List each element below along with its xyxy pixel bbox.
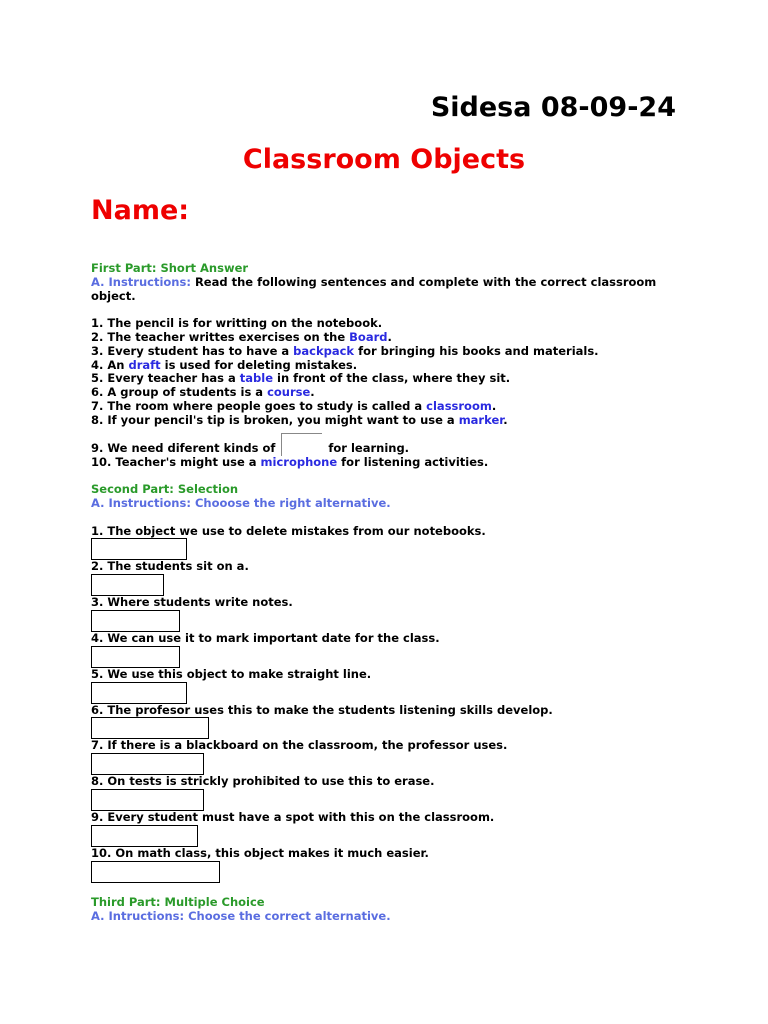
list-item (91, 386, 691, 400)
part1-instructions (91, 276, 691, 290)
item-answer: marker (458, 412, 504, 427)
answer-box[interactable] (91, 646, 180, 668)
part1-instructions-cont: object. (91, 288, 136, 303)
answer-box[interactable] (91, 717, 209, 739)
list-item (91, 414, 691, 428)
part1-instructions-label: A. Instructions: (91, 274, 191, 289)
item-answer: draft (128, 357, 161, 372)
selection-question: 6. The profesor uses this to make the students listening skills develop. (91, 702, 553, 717)
document-title: Classroom Objects (242, 144, 526, 175)
selection-item (91, 668, 691, 704)
item-text: 1. The pencil is for writting on the notebook. (91, 316, 383, 331)
item-text-end: for bringing his books and materials. (354, 343, 599, 358)
selection-question: 8. On tests is strickly prohibited to use this to erase. (91, 774, 435, 789)
item-answer: table (239, 371, 274, 386)
part3-instructions: A. Intructions: Choose the correct alternative. (91, 909, 391, 924)
item-text-end: is used for deleting mistakes. (160, 357, 358, 372)
list-item (91, 345, 691, 359)
list-item (91, 359, 691, 373)
selection-item (91, 775, 691, 811)
header-date-title: Sidesa 08-09-24 (430, 92, 676, 123)
selection-item (91, 811, 691, 847)
selection-item (91, 739, 691, 775)
item-text: 5. Every teacher has a (91, 371, 240, 386)
item-text-end: . (491, 398, 497, 413)
item-text-end: . (503, 412, 508, 427)
item-text-end: . (310, 385, 315, 400)
part2-list (91, 525, 691, 883)
item-text-end: for listening activities. (337, 454, 489, 469)
selection-item (91, 704, 691, 740)
selection-question: 7. If there is a blackboard on the classroom, the professor uses. (91, 738, 508, 753)
item-answer: course (267, 385, 311, 400)
answer-box[interactable] (91, 789, 204, 811)
list-item (91, 372, 691, 386)
item-text: 7. The room where people goes to study is called a (91, 398, 427, 413)
selection-question: 1. The object we use to delete mistakes from our notebooks. (91, 523, 486, 538)
part1-list (91, 317, 691, 469)
list-item (91, 433, 691, 456)
selection-item (91, 560, 691, 596)
name-label: Name: (91, 195, 190, 226)
item-text-end: in front of the class, where they sit. (273, 371, 511, 386)
item-answer: Board (349, 329, 388, 344)
selection-item (91, 525, 691, 561)
item-text-end: . (387, 329, 392, 344)
item-text-end: for learning. (324, 440, 410, 455)
part1-instructions-text: Read the following sentences and complete with the correct classroom (190, 274, 657, 289)
fill-in-blank-field[interactable] (281, 433, 322, 456)
selection-question: 9. Every student must have a spot with this on the classroom. (91, 809, 495, 824)
answer-box[interactable] (91, 825, 198, 847)
selection-question: 10. On math class, this object makes it much easier. (91, 845, 429, 860)
item-answer: classroom (426, 398, 492, 413)
selection-item (91, 847, 691, 883)
list-item (91, 456, 691, 470)
item-text: 2. The teacher writtes exercises on the (91, 329, 350, 344)
answer-box[interactable] (91, 682, 187, 704)
item-text: 10. Teacher's might use a (91, 454, 261, 469)
selection-question: 4. We can use it to mark important date for the class. (91, 630, 440, 645)
list-item (91, 331, 691, 345)
item-text: 8. If your pencil's tip is broken, you might want to use a (91, 412, 459, 427)
part2-instructions: A. Instructions: Chooose the right alternative. (91, 495, 391, 510)
answer-box[interactable] (91, 610, 180, 632)
selection-question: 5. We use this object to make straight line. (91, 666, 372, 681)
worksheet-content (91, 262, 691, 924)
item-text: 6. A group of students is a (91, 385, 268, 400)
selection-item (91, 632, 691, 668)
item-text: 4. An (91, 357, 129, 372)
item-text: 3. Every student has to have a (91, 343, 294, 358)
answer-box[interactable] (91, 753, 204, 775)
answer-box[interactable] (91, 861, 220, 883)
part1-heading: First Part: Short Answer (91, 261, 249, 275)
item-answer: microphone (260, 454, 338, 469)
list-item (91, 317, 691, 331)
item-text: 9. We need diferent kinds of (91, 440, 280, 455)
selection-question: 2. The students sit on a. (91, 559, 249, 574)
selection-question: 3. Where students write notes. (91, 595, 293, 610)
item-answer: backpack (293, 343, 355, 358)
answer-box[interactable] (91, 538, 187, 560)
list-item (91, 400, 691, 414)
selection-item (91, 596, 691, 632)
answer-box[interactable] (91, 574, 164, 596)
part3-heading: Third Part: Multiple Choice (91, 895, 265, 910)
part2-heading: Second Part: Selection (91, 482, 239, 497)
